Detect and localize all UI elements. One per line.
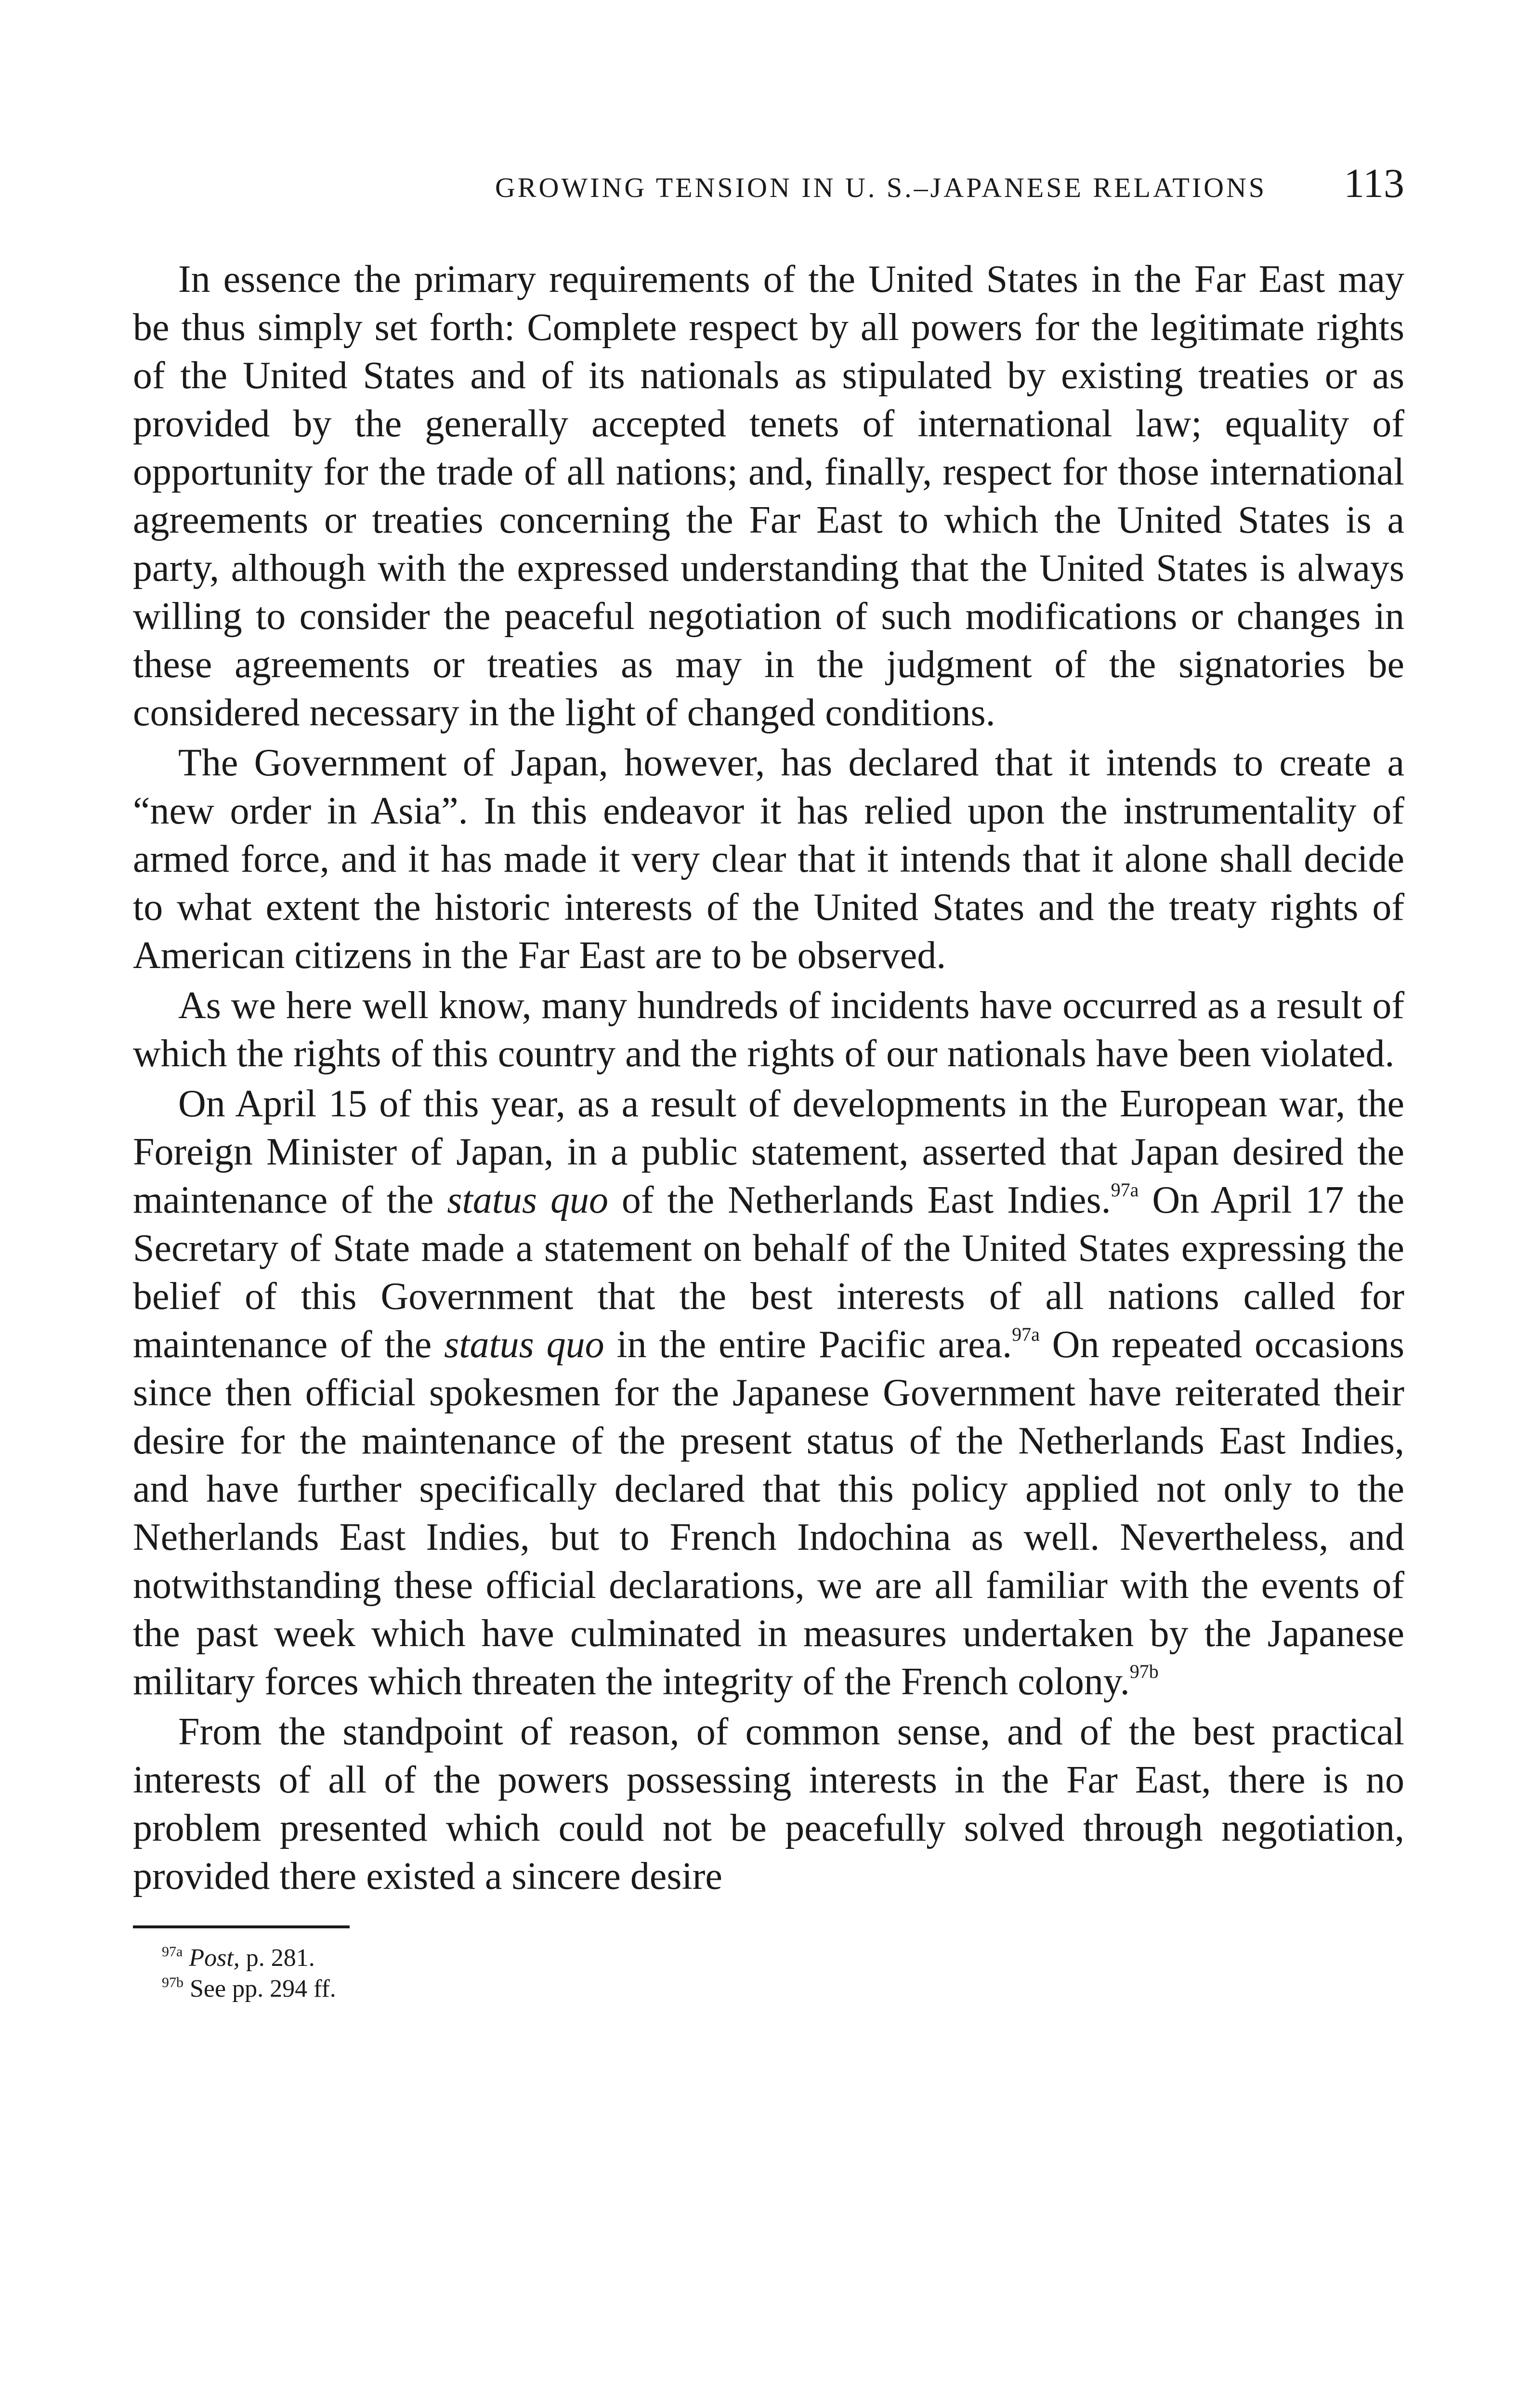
body-text: [133, 255, 1404, 1900]
footnote-italic-text: Post,: [189, 1944, 240, 1972]
paragraph-4: [133, 1080, 1404, 1706]
book-page: [133, 159, 1404, 2004]
footnote-reference: 97a: [1111, 1179, 1139, 1201]
paragraph-5: From the standpoint of reason, of common sense, and of the best practical interests of all of the powers possessing interests in the Far East, there is no problem presented which could not be peacefully solved through negotiation, provided there existed a sincere desire: [133, 1711, 1404, 1898]
paragraph-1: In essence the primary requirements of the United States in the Far East may be thus simply set forth: Complete respect by all powers for the legitimate rights of the United States and of its nationals as stipulated by existing treaties or as provided by the generally accepted tenets of international law; equality of opportunity for the trade of all nations; and, finally, respect for those international agreements or treaties concerning the Far East to which the United States is a party, although with the expressed understanding that the United States is always willing to consider the peaceful negotiation of such modifications or changes in these agreements or treaties as may in the judgment of the signatories be considered necessary in the light of changed conditions.: [133, 258, 1404, 734]
paragraph-4-part-d: in the entire Pacific area.: [604, 1323, 1012, 1366]
footnote-reference: 97b: [1129, 1661, 1159, 1682]
footnote-97b: [162, 1974, 1404, 2004]
paragraph-4-part-e: On repeated occasions since then official spokesmen for the Japanese Government have reiterated their desire for the maintenance of the present status of the Netherlands East Indies, and have further specifically declared that this policy applied not only to the Netherlands East Indies, but to French Indochina as well. Nevertheless, and notwithstanding these official declarations, we are all familiar with the events of the past week which have culminated in measures undertaken by the Japanese military forces which threaten the integrity of the French colony.: [133, 1323, 1405, 1703]
paragraph-4-part-c: On April 17 the Secretary of State made a statement on behalf of the United States expressing the belief of this Government that the best interests of all nations called for maintenance of the: [133, 1179, 1405, 1366]
footnote-marker: 97b: [162, 1975, 183, 1990]
footnote-97a: [162, 1943, 1404, 1974]
footnote-divider: [133, 1925, 350, 1928]
footnote-text: p. 281.: [239, 1944, 315, 1972]
paragraph-4-part-a: On April 15 of this year, as a result of developments in the European war, the Foreign Minister of Japan, in a public statement, asserted that Japan desired the maintenance of the: [133, 1083, 1404, 1221]
running-title: GROWING TENSION IN U. S.–JAPANESE RELATIONS: [495, 172, 1267, 203]
paragraph-2: The Government of Japan, however, has declared that it intends to create a “new order in Asia”. In this endeavor it has relied upon the instrumentality of armed force, and it has made it very clear that it intends that it alone shall decide to what extent the historic interests of the United States and the treaty rights of American citizens in the Far East are to be observed.: [133, 742, 1404, 977]
footnote-text: See pp. 294 ff.: [190, 1975, 336, 2002]
status-quo-italic: status quo: [444, 1323, 604, 1366]
footnote-reference: 97a: [1012, 1323, 1040, 1345]
page-number: 113: [1344, 160, 1404, 206]
footnote-marker: 97a: [162, 1944, 183, 1960]
paragraph-4-part-b: of the Netherlands East Indies.: [608, 1179, 1111, 1221]
status-quo-italic: status quo: [447, 1179, 608, 1221]
running-header: [133, 159, 1404, 217]
footnotes: [133, 1943, 1404, 2004]
paragraph-3: As we here well know, many hundreds of incidents have occurred as a result of which the rights of this country and the rights of our nationals have been violated.: [133, 984, 1404, 1075]
